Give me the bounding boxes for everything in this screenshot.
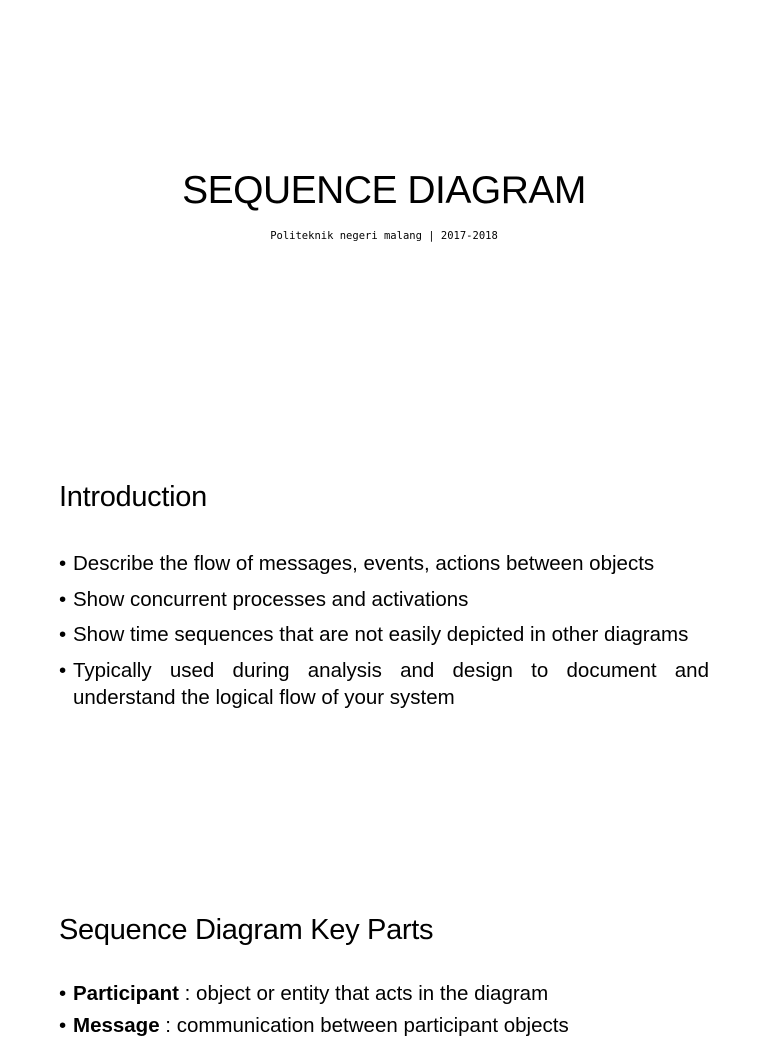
- key-parts-slide: [0, 866, 768, 1037]
- bullet-text: : communication between participant objects: [159, 1013, 569, 1037]
- bullet-item: [59, 980, 709, 1008]
- presentation-subtitle: Politeknik negeri malang | 2017-2018: [270, 230, 498, 242]
- bullet-item: [59, 1012, 709, 1040]
- bullet-list: [59, 550, 709, 720]
- introduction-slide: [0, 432, 768, 864]
- bullet-text: Show concurrent processes and activations: [73, 587, 469, 611]
- bullet-dot-icon: •: [59, 623, 67, 646]
- bullet-dot-icon: •: [59, 658, 67, 682]
- bullet-dot-icon: •: [59, 1013, 67, 1037]
- bullet-text: Describe the flow of messages, events, actions between objects: [73, 552, 655, 575]
- bullet-item: [59, 586, 709, 614]
- slide-heading: Sequence Diagram Key Parts: [59, 914, 434, 946]
- bullet-item: [59, 657, 709, 712]
- bullet-term: Message: [73, 1013, 160, 1037]
- bullet-dot-icon: •: [59, 982, 67, 1005]
- bullet-text: Typically used during analysis and design to document and understand the logical flow of your system: [73, 658, 709, 709]
- bullet-text: : object or entity that acts in the diagram: [178, 982, 549, 1005]
- bullet-dot-icon: •: [59, 552, 67, 575]
- bullet-text: Show time sequences that are not easily depicted in other diagrams: [73, 623, 689, 646]
- bullet-list: [59, 980, 709, 1043]
- presentation-title: SEQUENCE DIAGRAM: [182, 169, 586, 212]
- bullet-term: Participant: [73, 982, 179, 1005]
- bullet-item: [59, 550, 709, 578]
- bullet-dot-icon: •: [59, 587, 67, 611]
- bullet-item: [59, 621, 709, 649]
- slide-heading: Introduction: [59, 481, 207, 513]
- title-slide: [0, 0, 768, 430]
